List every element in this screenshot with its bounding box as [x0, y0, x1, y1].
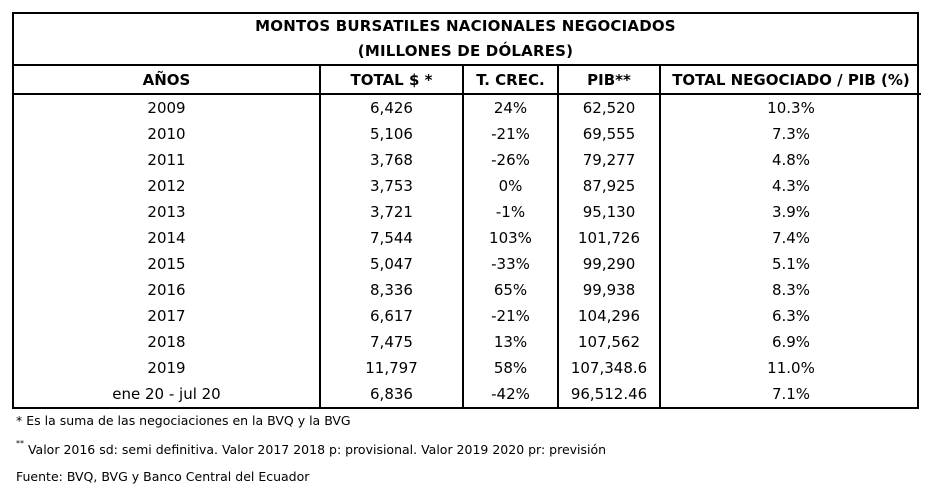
- cell-ratio: 7.3%: [660, 121, 921, 147]
- cell-gdp: 104,296: [558, 303, 660, 329]
- cell-growth: 13%: [463, 329, 558, 355]
- table-row: [14, 173, 921, 199]
- cell-ratio: 7.1%: [660, 381, 921, 407]
- cell-growth: -21%: [463, 303, 558, 329]
- column-header-gdp: PIB**: [558, 66, 660, 94]
- cell-growth: 24%: [463, 94, 558, 121]
- cell-gdp: 69,555: [558, 121, 660, 147]
- table-row: [14, 251, 921, 277]
- cell-ratio: 8.3%: [660, 277, 921, 303]
- cell-growth: 103%: [463, 225, 558, 251]
- cell-gdp: 62,520: [558, 94, 660, 121]
- cell-year: 2012: [147, 177, 186, 195]
- cell-growth: -33%: [463, 251, 558, 277]
- column-header-years: AÑOS: [14, 66, 320, 94]
- cell-total: 5,106: [320, 121, 463, 147]
- footnote-gdp-marker: **: [16, 439, 24, 448]
- cell-total: 6,836: [320, 381, 463, 407]
- cell-ratio: 6.3%: [660, 303, 921, 329]
- data-table-container: [12, 12, 919, 409]
- data-table: [14, 66, 921, 407]
- table-title: MONTOS BURSATILES NACIONALES NEGOCIADOS: [255, 17, 676, 35]
- cell-gdp: 107,562: [558, 329, 660, 355]
- cell-gdp: 79,277: [558, 147, 660, 173]
- cell-gdp: 107,348.6: [558, 355, 660, 381]
- cell-ratio: 10.3%: [660, 94, 921, 121]
- cell-year: 2011: [147, 151, 186, 169]
- footnote-gdp-text: Valor 2016 sd: semi definitiva. Valor 2017 2018 p: provisional. Valor 2019 2020 pr: previsión: [24, 442, 607, 457]
- table-row: [14, 147, 921, 173]
- cell-year: 2009: [147, 99, 186, 117]
- cell-total: 6,426: [320, 94, 463, 121]
- cell-total: 7,544: [320, 225, 463, 251]
- cell-ratio: 7.4%: [660, 225, 921, 251]
- cell-growth: 65%: [463, 277, 558, 303]
- cell-year: 2018: [147, 333, 186, 351]
- footnote-source: Fuente: BVQ, BVG y Banco Central del Ecuador: [16, 469, 310, 484]
- cell-ratio: 6.9%: [660, 329, 921, 355]
- cell-total: 3,721: [320, 199, 463, 225]
- cell-year: ene 20 - jul 20: [112, 385, 221, 403]
- cell-ratio: 3.9%: [660, 199, 921, 225]
- cell-total: 3,768: [320, 147, 463, 173]
- cell-gdp: 95,130: [558, 199, 660, 225]
- cell-year: 2014: [147, 229, 186, 247]
- cell-ratio: 4.3%: [660, 173, 921, 199]
- cell-gdp: 101,726: [558, 225, 660, 251]
- table-subtitle: (MILLONES DE DÓLARES): [357, 42, 574, 60]
- cell-year: 2010: [147, 125, 186, 143]
- table-row: [14, 381, 921, 407]
- cell-year: 2017: [147, 307, 186, 325]
- cell-total: 7,475: [320, 329, 463, 355]
- cell-growth: 0%: [463, 173, 558, 199]
- cell-total: 3,753: [320, 173, 463, 199]
- cell-growth: 58%: [463, 355, 558, 381]
- table-row: [14, 225, 921, 251]
- cell-total: 8,336: [320, 277, 463, 303]
- table-body: [14, 94, 921, 407]
- footnote-total: * Es la suma de las negociaciones en la BVQ y la BVG: [16, 413, 351, 428]
- cell-total: 5,047: [320, 251, 463, 277]
- cell-gdp: 99,938: [558, 277, 660, 303]
- table-row: [14, 94, 921, 121]
- footnote-gdp: [16, 439, 607, 457]
- table-row: [14, 329, 921, 355]
- column-header-growth: T. CREC.: [463, 66, 558, 94]
- cell-ratio: 4.8%: [660, 147, 921, 173]
- cell-total: 6,617: [320, 303, 463, 329]
- cell-gdp: 99,290: [558, 251, 660, 277]
- table-row: [14, 303, 921, 329]
- table-header-row: [14, 66, 921, 94]
- cell-growth: -42%: [463, 381, 558, 407]
- cell-year: 2015: [147, 255, 186, 273]
- cell-gdp: 96,512.46: [558, 381, 660, 407]
- cell-year: 2016: [147, 281, 186, 299]
- cell-ratio: 11.0%: [660, 355, 921, 381]
- column-header-total: TOTAL $ *: [320, 66, 463, 94]
- table-row: [14, 199, 921, 225]
- cell-year: 2019: [147, 359, 186, 377]
- cell-ratio: 5.1%: [660, 251, 921, 277]
- table-title-block: [14, 14, 917, 66]
- cell-gdp: 87,925: [558, 173, 660, 199]
- table-row: [14, 355, 921, 381]
- cell-year: 2013: [147, 203, 186, 221]
- cell-growth: -21%: [463, 121, 558, 147]
- cell-growth: -1%: [463, 199, 558, 225]
- table-row: [14, 277, 921, 303]
- cell-growth: -26%: [463, 147, 558, 173]
- cell-total: 11,797: [320, 355, 463, 381]
- table-row: [14, 121, 921, 147]
- column-header-ratio: TOTAL NEGOCIADO / PIB (%): [660, 66, 921, 94]
